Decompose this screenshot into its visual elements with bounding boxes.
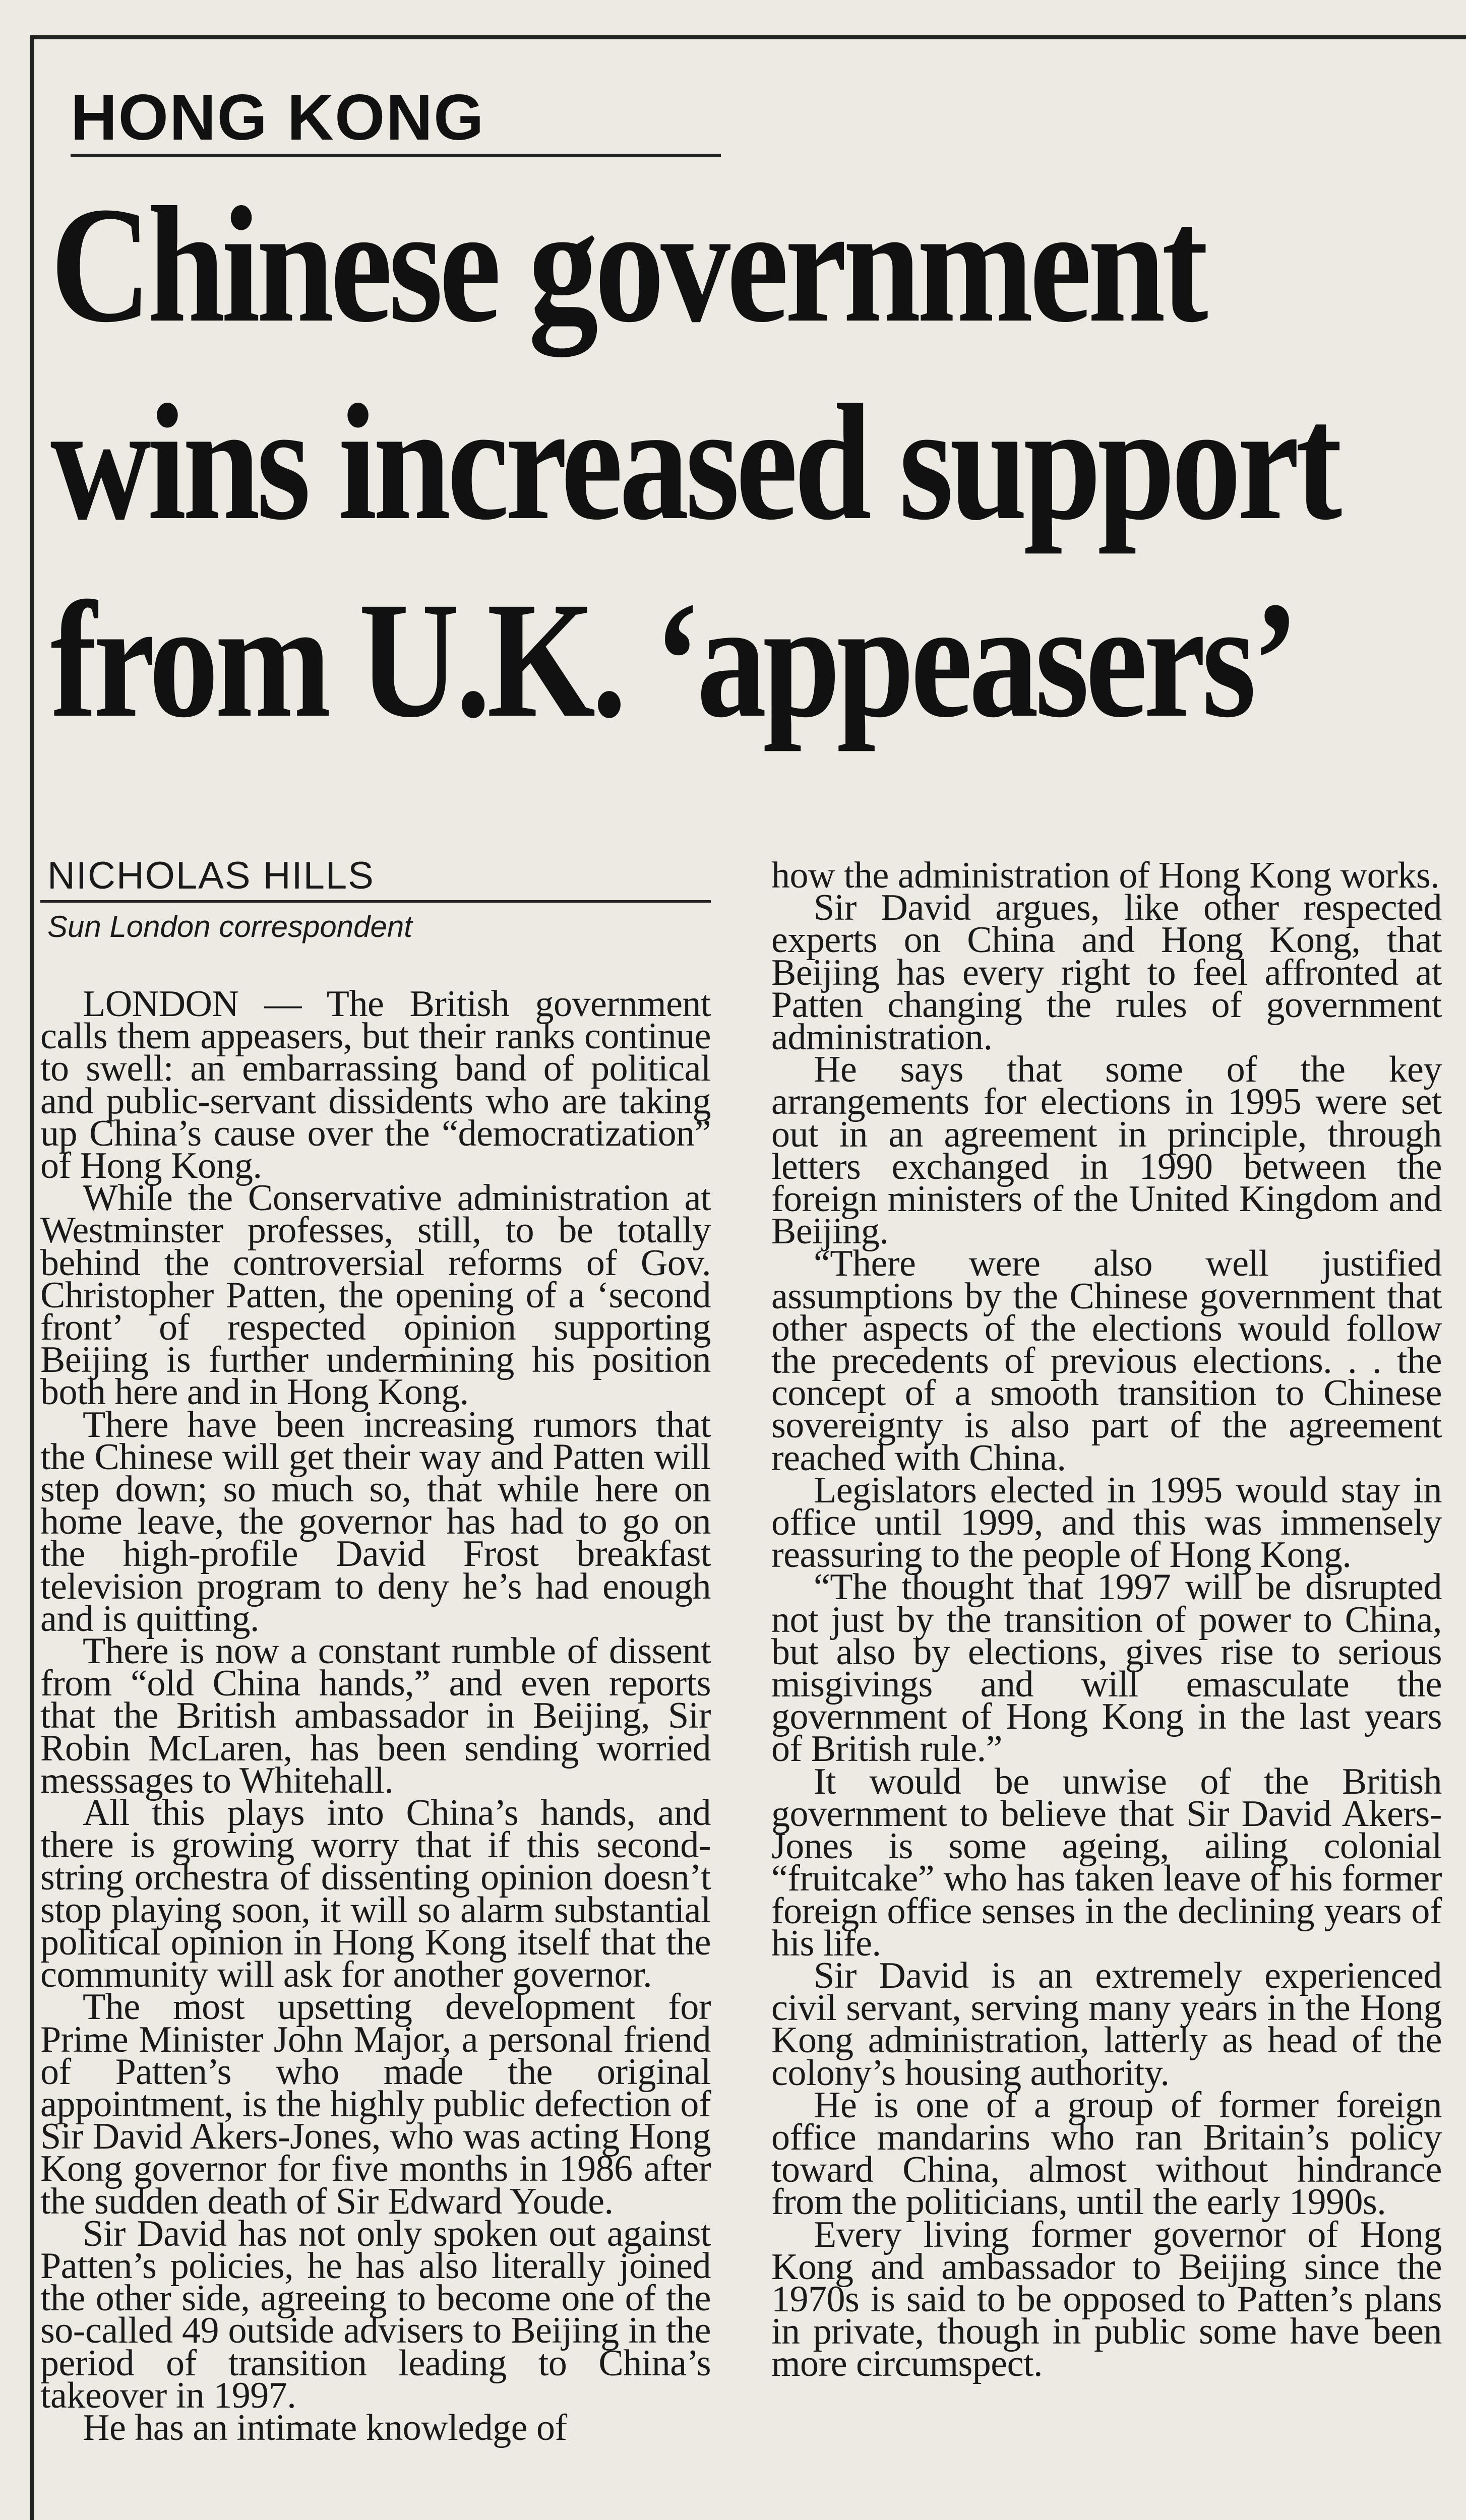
byline xyxy=(40,854,711,943)
byline-rule xyxy=(40,900,711,903)
body-paragraph: Sir David argues, like other respected experts on China and Hong Kong, that Beijing has every right to feel affronted at Patten changing the rules of government administration. xyxy=(771,887,1442,1058)
body-paragraph: Sir David has not only spoken out against Patten’s policies, he has also literally joined the other side, agreeing to become one of the so-called 49 outside advisers to Beijing in the period of transition leading to China’s takeover in 1997. xyxy=(40,2213,711,2416)
body-paragraph: He is one of a group of former foreign office mandarins who ran Britain’s policy toward China, almost without hindrance from the politicians, until the early 1990s. xyxy=(771,2084,1442,2223)
body-paragraph: Sir David is an extremely experienced civil servant, serving many years in the Hong Kong administration, latterly as head of the colony’s housing authority. xyxy=(771,1955,1442,2094)
left-border-rule xyxy=(30,35,34,2520)
headline-line: Chinese government xyxy=(50,173,1205,357)
body-paragraph: He has an intimate knowledge of xyxy=(83,2407,567,2448)
body-column-right xyxy=(771,855,1442,2385)
body-paragraph: There have been increasing rumors that the Chinese will get their way and Patten will step down; so much so, that while here on home leave, the governor has had to go on the high-profile David Frost breakfast television program to deny he’s had enough and is quitting. xyxy=(40,1404,711,1640)
section-kicker: HONG KONG xyxy=(71,82,485,154)
body-paragraph: It would be unwise of the British government to believe that Sir David Akers-Jones is some ageing, ailing colonial “fruitcake” who has taken leave of his former foreign office senses in the declining years of his life. xyxy=(771,1760,1442,1964)
body-paragraph-continuation: how the administration of Hong Kong works. xyxy=(771,855,1440,896)
body-paragraph: LONDON — The British government calls them appeasers, but their ranks continue to swell: an embarrassing band of political and public-servant dissidents who are taking up China’s cause over the “democratization” of Hong Kong. xyxy=(40,983,711,1187)
headline-line: wins increased support xyxy=(50,370,1338,554)
body-column-left xyxy=(40,983,711,2448)
body-paragraph: Legislators elected in 1995 would stay in office until 1999, and this was immensely reassuring to the people of Hong Kong. xyxy=(771,1469,1442,1576)
body-paragraph: The most upsetting development for Prime Minister John Major, a personal friend of Patten’s who made the original appointment, is the highly public defection of Sir David Akers-Jones, who was acting Hong Kong governor for five months in 1986 after the sudden death of Sir Edward Youde. xyxy=(40,1986,711,2222)
top-border-rule xyxy=(30,35,1466,39)
body-paragraph: “There were also well justified assumptions by the Chinese government that other aspects of the elections would follow the precedents of previous elections. . . the concept of a smooth transition to Chinese sovereignty is also part of the agreement reached with China. xyxy=(771,1243,1442,1479)
headline xyxy=(50,166,1338,759)
body-paragraph: There is now a constant rumble of dissent from “old China hands,” and even reports that the British ambassador in Beijing, Sir Robin McLaren, has been sending worried messsages to Whitehall. xyxy=(40,1630,711,1801)
kicker-underline xyxy=(71,154,721,157)
headline-line: from U.K. ‘appeasers’ xyxy=(50,568,1296,752)
body-paragraph: He says that some of the key arrangements for elections in 1995 were set out in an agreement in principle, through letters exchanged in 1990 between the foreign ministers of the United Kingdom and Beijing. xyxy=(771,1049,1442,1252)
byline-author: NICHOLAS HILLS xyxy=(47,854,375,897)
body-paragraph: All this plays into China’s hands, and there is growing worry that if this second-string orchestra of dissenting opinion doesn’t stop playing soon, it will so alarm substantial political opinion in Hong Kong itself that the community will ask for another governor. xyxy=(40,1792,711,1996)
body-paragraph: “The thought that 1997 will be disrupted not just by the transition of power to China, but also by elections, gives rise to serious misgivings and will emasculate the government of Hong Kong in the last years of British rule.” xyxy=(771,1566,1442,1770)
body-paragraph: While the Conservative administration at Westminster professes, still, to be totally behind the controversial reforms of Gov. Christopher Patten, the opening of a ‘second front’ of respected opinion supporting Beijing is further undermining his position both here and in Hong Kong. xyxy=(40,1177,711,1413)
byline-credit: Sun London correspondent xyxy=(47,910,412,943)
body-paragraph: Every living former governor of Hong Kong and ambassador to Beijing since the 1970s is said to be opposed to Patten’s plans in private, though in public some have been more circumspect. xyxy=(771,2214,1442,2385)
